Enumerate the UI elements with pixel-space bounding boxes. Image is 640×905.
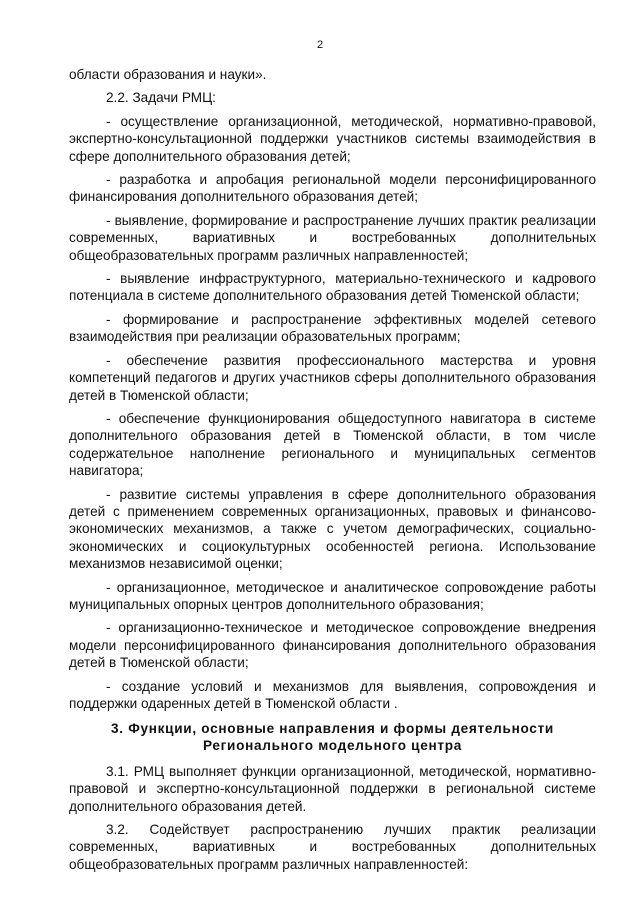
list-item: - разработка и апробация региональной модели персонифицированного финансирования дополнительного образования детей; [69,172,596,205]
list-item: - формирование и распространение эффективных моделей сетевого взаимодействия при реализации образовательных программ; [69,311,596,345]
list-item: - создание условий и механизмов для выявления, сопровождения и поддержки одаренных детей в Тюменской области . [69,678,596,711]
section-heading-line-1: 3. Функции, основные направления и формы деятельности [110,721,554,737]
paragraph: 3.1. РМЦ выполняет функции организационной, методической, нормативно-правовой и экспертно-консультационной поддержки в региональной системе дополнительного образования детей. [69,763,596,814]
list-item: - выявление, формирование и распространение лучших практик реализации современных, вариативных и востребованных дополнительных общеобразовательных программ различных направленностей; [69,212,596,263]
subsection-title: 2.2. Задачи РМЦ: [106,90,216,106]
section-heading-line-2: Регионального модельного центра [202,737,463,753]
paragraph: 3.2. Содействует распространению лучших практик реализации современных, вариативных и востребованных дополнительных общеобразовательных программ различных направленностей: [69,822,596,872]
list-item: - обеспечение функционирования общедоступного навигатора в системе дополнительного образования детей в Тюменской области, в том числе содержательное наполнение регионального и муниципальных сегментов навигатора; [69,410,596,479]
list-item: - организационно-техническое и методическое сопровождение внедрения модели персонифицированного финансирования дополнительного образования детей в Тюменской области; [69,620,596,671]
list-item: - осуществление организационной, методической, нормативно-правовой, экспертно-консультационной поддержки участников системы взаимодействия в сфере дополнительного образования детей; [69,113,596,164]
list-item: - обеспечение развития профессионального мастерства и уровня компетенций педагогов и других участников сферы дополнительного образования детей в Тюменской области; [69,352,596,403]
list-item: - организационное, методическое и аналитическое сопровождение работы муниципальных опорных центров дополнительного образования; [69,579,596,612]
page-number: 2 [316,39,324,51]
document-body [69,66,596,873]
section-heading [69,721,596,753]
list-item: - развитие системы управления в сфере дополнительного образования детей с применением современных организационных, правовых и финансово-экономических механизмов, а также с учетом демографических, социально-экономических и социокультурных особенностей региона. Использование механизмов независимой оценки; [69,486,596,572]
list-item: - выявление инфраструктурного, материально-технического и кадрового потенциала в системе дополнительного образования детей Тюменской области; [69,271,596,304]
paragraph: области образования и науки». [69,67,267,82]
